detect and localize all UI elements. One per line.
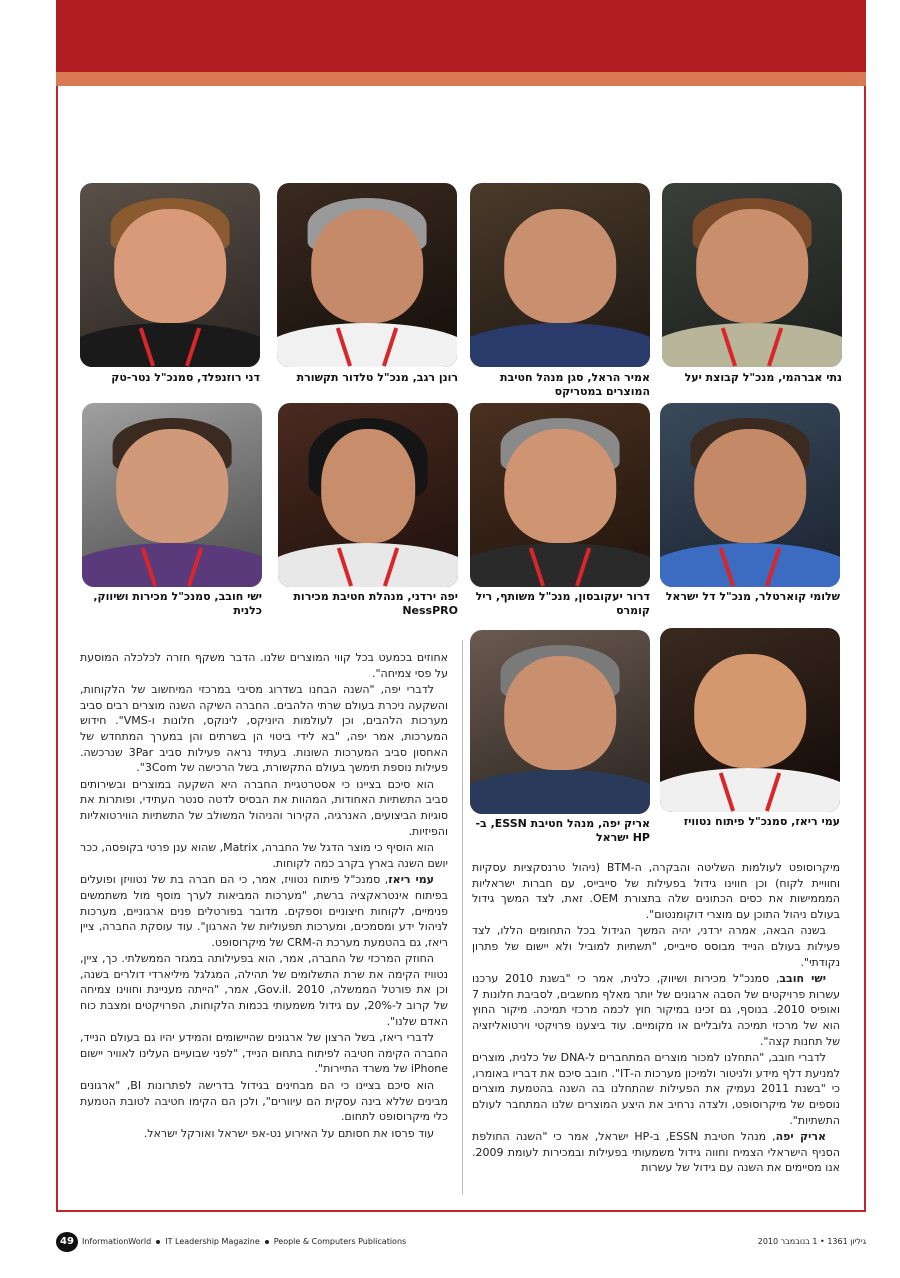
publication-name: InformationWorld <box>82 1237 152 1246</box>
publication-name: IT Leadership Magazine <box>165 1237 260 1246</box>
portrait-caption: דני רוזנפלד, סמנכ"ל נטר-טק <box>111 371 260 384</box>
publication-name: People & Computers Publications <box>273 1237 407 1246</box>
speaker-name: עמי ריאז <box>388 873 434 887</box>
page-number: 49 <box>56 1232 78 1252</box>
portrait-caption: רונן רגב, מנכ"ל טלדור תקשורת <box>296 371 458 384</box>
paragraph: אחוזים בכמעט בכל קווי המוצרים שלנו. הדבר משקף חזרה לכלכלה המוסעת על פסי צמיחה". <box>80 651 448 680</box>
portrait-caption: נתי אברהמי, מנכ"ל קבוצת יעל <box>684 371 842 384</box>
article-column-right <box>472 860 840 1177</box>
paragraph: עוד פרסו את חסותם על האירוע נט-אפ ישראל ואורקל ישראל. <box>143 1126 434 1140</box>
portrait-caption: אריק יפה, מנהל חטיבת ESSN, ב-HP ישראל <box>475 817 650 844</box>
portrait-photo <box>660 628 840 812</box>
speaker-name: אריק יפה <box>775 1130 826 1144</box>
portrait-caption: שלומי קוארטלר, מנכ"ל דל ישראל <box>665 590 840 603</box>
issue-info: גיליון 1361 • 1 בנובמבר 2010 <box>757 1237 866 1246</box>
portrait-caption: דרור יעקובסון, מנכ"ל משותף, ריל קומרס <box>475 590 650 617</box>
page-footer <box>56 1232 866 1252</box>
paragraph: מיקרוסופט לעולמות השליטה והבקרה, ה-BTM (ניהול טרנסקציות עסקיות וחוויית לקוח) וכן חווינו גידול בפעילות של סייבייס, עם חברות ישראליות המממישות את כסים הכתונים שלה בתצורת OEM. זאת, לצד המשך גידול בעולם ניהול התוכן עם מוצרי דוקומנטום". <box>472 861 840 921</box>
column-divider <box>462 640 463 1195</box>
paragraph: בשנה הבאה, אמרה ירדני, יהיה המשך הגידול בכל התחומים הללו, לצד פעילות בעולם הנייד מבוסס סייבייס, "תשתיות למוביל ולא יישום של פתרון נקודתי". <box>472 924 840 969</box>
article-column-left <box>80 650 448 1142</box>
portrait-photo <box>662 183 842 367</box>
portrait-photo <box>470 403 650 587</box>
speaker-name: ישי חובב <box>779 972 827 986</box>
paragraph: הוא הוסיף כי מוצר הדגל של החברה, Matrix, שהוא ענן פרטי בקופסה, ככר יושם השנה בארץ בקרב כמה לקוחות. <box>80 841 448 870</box>
paragraph: לדברי ריאז, בשל הרצון של ארגונים שהיישומים והמידע יהיו גם בעולם הנייד, החברה הקימה חטיבה לפיתוח בתחום הנייד, "לפני שבועיים העלינו לאוויר יישום iPhone של משרד התיירות". <box>80 1031 448 1076</box>
header-band <box>56 0 866 72</box>
paragraph: לדברי יפה, "השנה הבחנו בשדרוג מסיבי במרכזי המיחשוב של הלקוחות, והשקעה ניכרת בעולם שרתי הלהבים. החברה השיקה השנה מוצרים רבים סביב מערכות הלהבים, וכן לעולמות היוניקס, לינוקס, חלונות ו-VMS". חידוש המערכות, אמר יפה, "בא לידי ביטוי הן בשרתים והן במערך המתחדש של האחסון סביב המערכות השונות. בעתיד נראה פעילות סביב 3Par שנרכשה. פעילות נוספת תימשך בעולם התקשורת, בשל הרכישה של 3Com". <box>80 683 448 775</box>
portrait-photo <box>80 183 260 367</box>
publication-line <box>82 1237 406 1246</box>
portrait-caption: עמי ריאז, סמנכ"ל פיתוח נטוויז <box>683 815 840 828</box>
paragraph: , סמנכ"ל פיתוח נטוויז, אמר, כי הם חברה בת של נטוויזן ופועלים בפיתוח אינטראקציה ברשת, "מערכות המביאות לערך מוסף מול משתמשים פנימיים, לקוחות חיצוניים וספקים. מדובר בפורטלים פנים ארגוניים, מערכות לניהול ידע ומסמכים, ומערכות תפעוליות של הארגון". עוד עוסקת החברה, ציין ריאז, גם בהטמעת מערכת ה-CRM של מיקרוסופט. <box>80 873 448 949</box>
paragraph: , מנהל חטיבת ESSN, ב-HP ישראל, אמר כי "השנה החולפת הסניף הישראלי הצמיח וחווה גידול משמעותי בפעילות ובמכירות לעומת 2009. אנו מסיימים את השנה עם גידול של עשרות <box>472 1130 840 1175</box>
paragraph: החוזק המרכזי של החברה, אמר, הוא בפעילותה במגזר הממשלתי. כך, ציין, נטוויז הקימה את שרת התשלומים של תהילה, המגלגל מיליארדי דולרים בשנה, וכן את פורטל הממשלה, Gov.il. 2010, אמר, "הייתה מעניינת וחווינו צמיחה של קרוב ל-20%, עם גידול משמעותי בכמות הלקוחות, הפרויקטים ומצבת כוח האדם שלנו". <box>80 952 448 1028</box>
portrait-photo <box>470 183 650 367</box>
header-stripe <box>56 72 866 86</box>
portrait-caption: אמיר הראל, סגן מנהל חטיבת המוצרים במטריקס <box>500 371 650 398</box>
portrait-caption: ישי חובב, סמנכ"ל מכירות ושיווק, כלנית <box>93 590 262 617</box>
portrait-photo <box>470 630 650 814</box>
bullet-icon <box>156 1240 160 1244</box>
paragraph: לדברי חובב, "התחלנו למכור מוצרים המתחברים ל-DNA של כלנית, מוצרים למניעת דלף מידע ולניטור ולמיכון מערכות ה-IT". חובב סיכם את דבריו באומרו, כי "בשנת 2011 נעמיק את הפעילות שהתחלנו בה השנה בהטמעת מוצרים נוספים של מיקרוסופט, ולצדה נרחיב את היצע המוצרים שלנו המתחבר לעולם התשתיות". <box>472 1051 840 1127</box>
portrait-photo <box>660 403 840 587</box>
portrait-photo <box>277 183 457 367</box>
portrait-photo <box>82 403 262 587</box>
paragraph: הוא סיכם בציינו כי הם מבחינים בגידול בדרישה לפתרונות BI, "ארגונים מבינים שללא בינה עסקית הם עיוורים", ולכן הם הקימו חטיבה לטובת הטמעת כלי מיקרוסופט לתחום. <box>80 1079 448 1124</box>
portrait-caption: יפה ירדני, מנהלת חטיבת מכירות NessPRO <box>293 590 458 617</box>
bullet-icon <box>265 1240 269 1244</box>
paragraph: , סמנכ"ל מכירות ושיווק, כלנית, אמר כי "בשנת 2010 ערכנו עשרות פרויקטים של הסבה ארגונים של יותר מאלף מחשבים, לסביבת חלונות 7 ואופיס 2010. בנוסף, גם זכינו במיקור חוץ לכמה מרכזי תמיכה. מיקור החוץ הוא של מרכזי תמיכה גלובליים או מקומיים. עוד ביצענו פרויקטי וירטואליזציה של תחנות קצה". <box>472 972 841 1048</box>
paragraph: הוא סיכם בציינו כי אסטרטגיית החברה היא השקעה במוצרים ובשירותים סביב התשתיות האחודות, המהוות את הבסיס לדטה סנטר העתידי, ופותרות את סוגיות הביצועים, האנרגיה, הקירור והניהול המשולב של התשתיות הווירטואליות והפיזיות. <box>80 777 448 838</box>
portrait-photo <box>278 403 458 587</box>
